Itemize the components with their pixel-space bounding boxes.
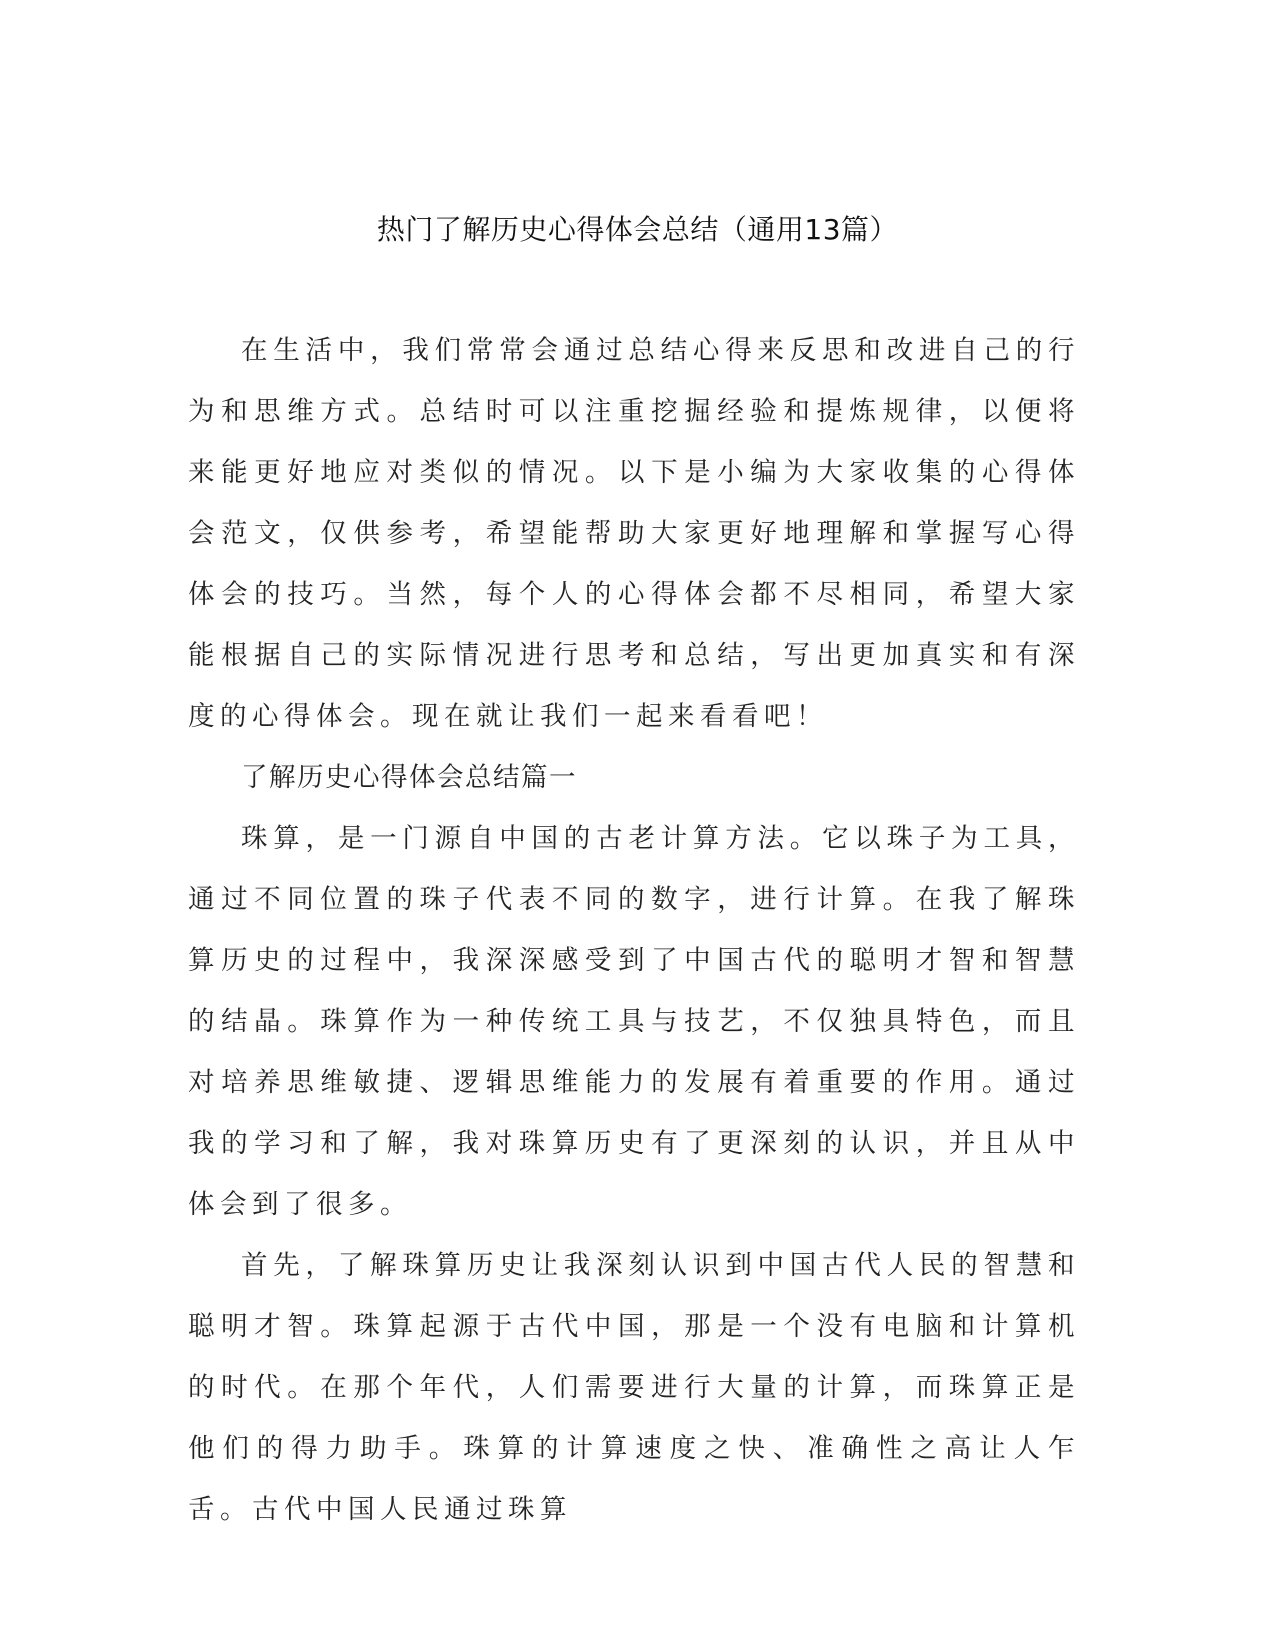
document-body <box>188 320 1080 1540</box>
section-heading: 了解历史心得体会总结篇一 <box>241 762 577 793</box>
body-paragraph-2: 首先，了解珠算历史让我深刻认识到中国古代人民的智慧和聪明才智。珠算起源于古代中国，那是一个没有电脑和计算机的时代。在那个年代，人们需要进行大量的计算，而珠算正是他们的得力助手。珠算的计算速度之快、准确性之高让人乍舌。古代中国人民通过珠算 <box>188 1250 1080 1525</box>
document-title: 热门了解历史心得体会总结（通用13篇） <box>376 213 899 246</box>
intro-paragraph: 在生活中，我们常常会通过总结心得来反思和改进自己的行为和思维方式。总结时可以注重挖掘经验和提炼规律，以便将来能更好地应对类似的情况。以下是小编为大家收集的心得体会范文，仅供参考，希望能帮助大家更好地理解和掌握写心得体会的技巧。当然，每个人的心得体会都不尽相同，希望大家能根据自己的实际情况进行思考和总结，写出更加真实和有深度的心得体会。现在就让我们一起来看看吧！ <box>188 335 1080 732</box>
body-paragraph-1: 珠算，是一门源自中国的古老计算方法。它以珠子为工具，通过不同位置的珠子代表不同的数字，进行计算。在我了解珠算历史的过程中，我深深感受到了中国古代的聪明才智和智慧的结晶。珠算作为一种传统工具与技艺，不仅独具特色，而且对培养思维敏捷、逻辑思维能力的发展有着重要的作用。通过我的学习和了解，我对珠算历史有了更深刻的认识，并且从中体会到了很多。 <box>188 823 1080 1220</box>
